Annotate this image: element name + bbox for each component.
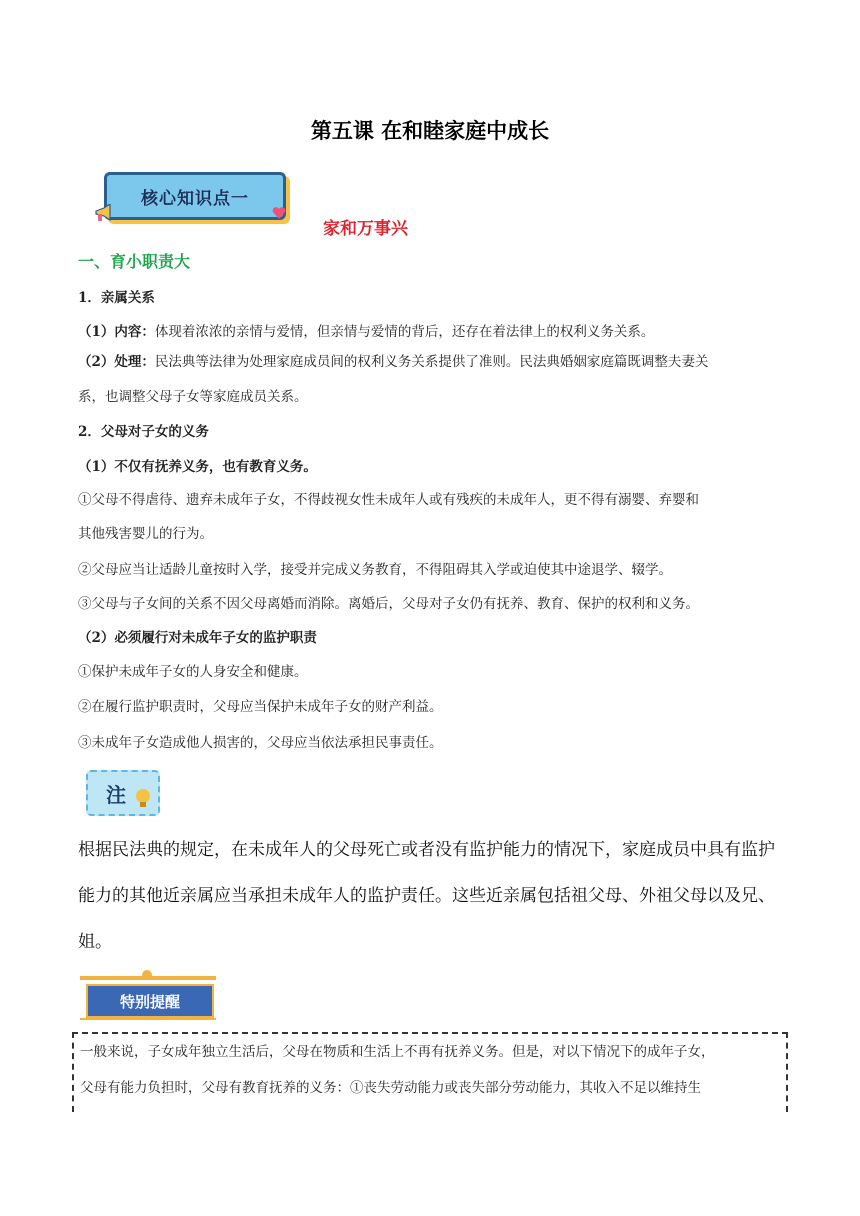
page-title: 第五课 在和睦家庭中成长 (310, 119, 550, 143)
heading-parent-duties: 2．父母对子女的义务 (78, 424, 209, 440)
reminder-box (86, 984, 214, 1018)
heart-icon (272, 206, 286, 220)
paragraph-text: 体现着浓浓的亲情与爱情，但亲情与爱情的背后，还存在着法律上的权利义务关系。 (154, 324, 655, 340)
list-item: ①父母不得虐待、遗弃未成年子女，不得歧视女性未成年人或有残疾的未成年人，更不得有溺婴、弃婴和 (78, 492, 699, 508)
list-item: ②父母应当让适龄儿童按时入学，接受并完成义务教育，不得阻碍其入学或迫使其中途退学、辍学。 (78, 562, 672, 578)
paragraph-label: （2）处理： (78, 354, 155, 370)
knowledge-point-banner (96, 168, 292, 230)
reminder-dot (142, 970, 152, 980)
list-item-cont: 其他残害婴儿的行为。 (78, 526, 213, 542)
section-title-red: 家和万事兴 (323, 219, 408, 239)
subheading-raising: （1）不仅有抚养义务，也有教育义务。 (78, 459, 317, 475)
note-line: 能力的其他近亲属应当承担未成年人的监护责任。这些近亲属包括祖父母、外祖父母以及兄、 (78, 886, 775, 906)
megaphone-icon (94, 204, 116, 224)
banner-label: 核心知识点一 (141, 189, 249, 209)
reminder-line: 一般来说，子女成年独立生活后，父母在物质和生活上不再有抚养义务。但是，对以下情况下的成年子女， (80, 1044, 715, 1060)
paragraph-text: 民法典等法律为处理家庭成员间的权利义务关系提供了准则。民法典婚姻家庭篇既调整夫妻关 (154, 354, 709, 370)
list-item: ③未成年子女造成他人损害的，父母应当依法承担民事责任。 (78, 735, 443, 751)
reminder-line: 父母有能力负担时，父母有教育抚养的义务：①丧失劳动能力或丧失部分劳动能力，其收入不足以维持生 (80, 1080, 701, 1096)
paragraph-content (78, 322, 788, 342)
list-item: ③父母与子女间的关系不因父母离婚而消除。离婚后，父母对子女仍有抚养、教育、保护的权利和义务。 (78, 596, 699, 612)
banner-box (104, 172, 286, 220)
note-line: 根据民法典的规定，在未成年人的父母死亡或者没有监护能力的情况下，家庭成员中具有监护 (78, 840, 775, 860)
note-line: 姐。 (78, 932, 112, 952)
paragraph-handling-cont: 系，也调整父母子女等家庭成员关系。 (78, 389, 308, 405)
note-badge (86, 770, 158, 816)
list-item: ①保护未成年子女的人身安全和健康。 (78, 664, 308, 680)
heading-kinship: 1．亲属关系 (78, 290, 155, 306)
paragraph-handling (78, 352, 788, 372)
section-title-green: 一、育小职责大 (78, 252, 191, 271)
list-item: ②在履行监护职责时，父母应当保护未成年子女的财产利益。 (78, 699, 443, 715)
lightbulb-icon (134, 788, 152, 810)
paragraph-label: （1）内容： (78, 324, 155, 340)
special-reminder-banner (80, 970, 216, 1022)
note-label: 注 (106, 783, 126, 807)
reminder-label: 特别提醒 (119, 993, 180, 1011)
reminder-bottom-bar (80, 1018, 216, 1020)
subheading-guardianship: （2）必须履行对未成年子女的监护职责 (78, 630, 317, 646)
